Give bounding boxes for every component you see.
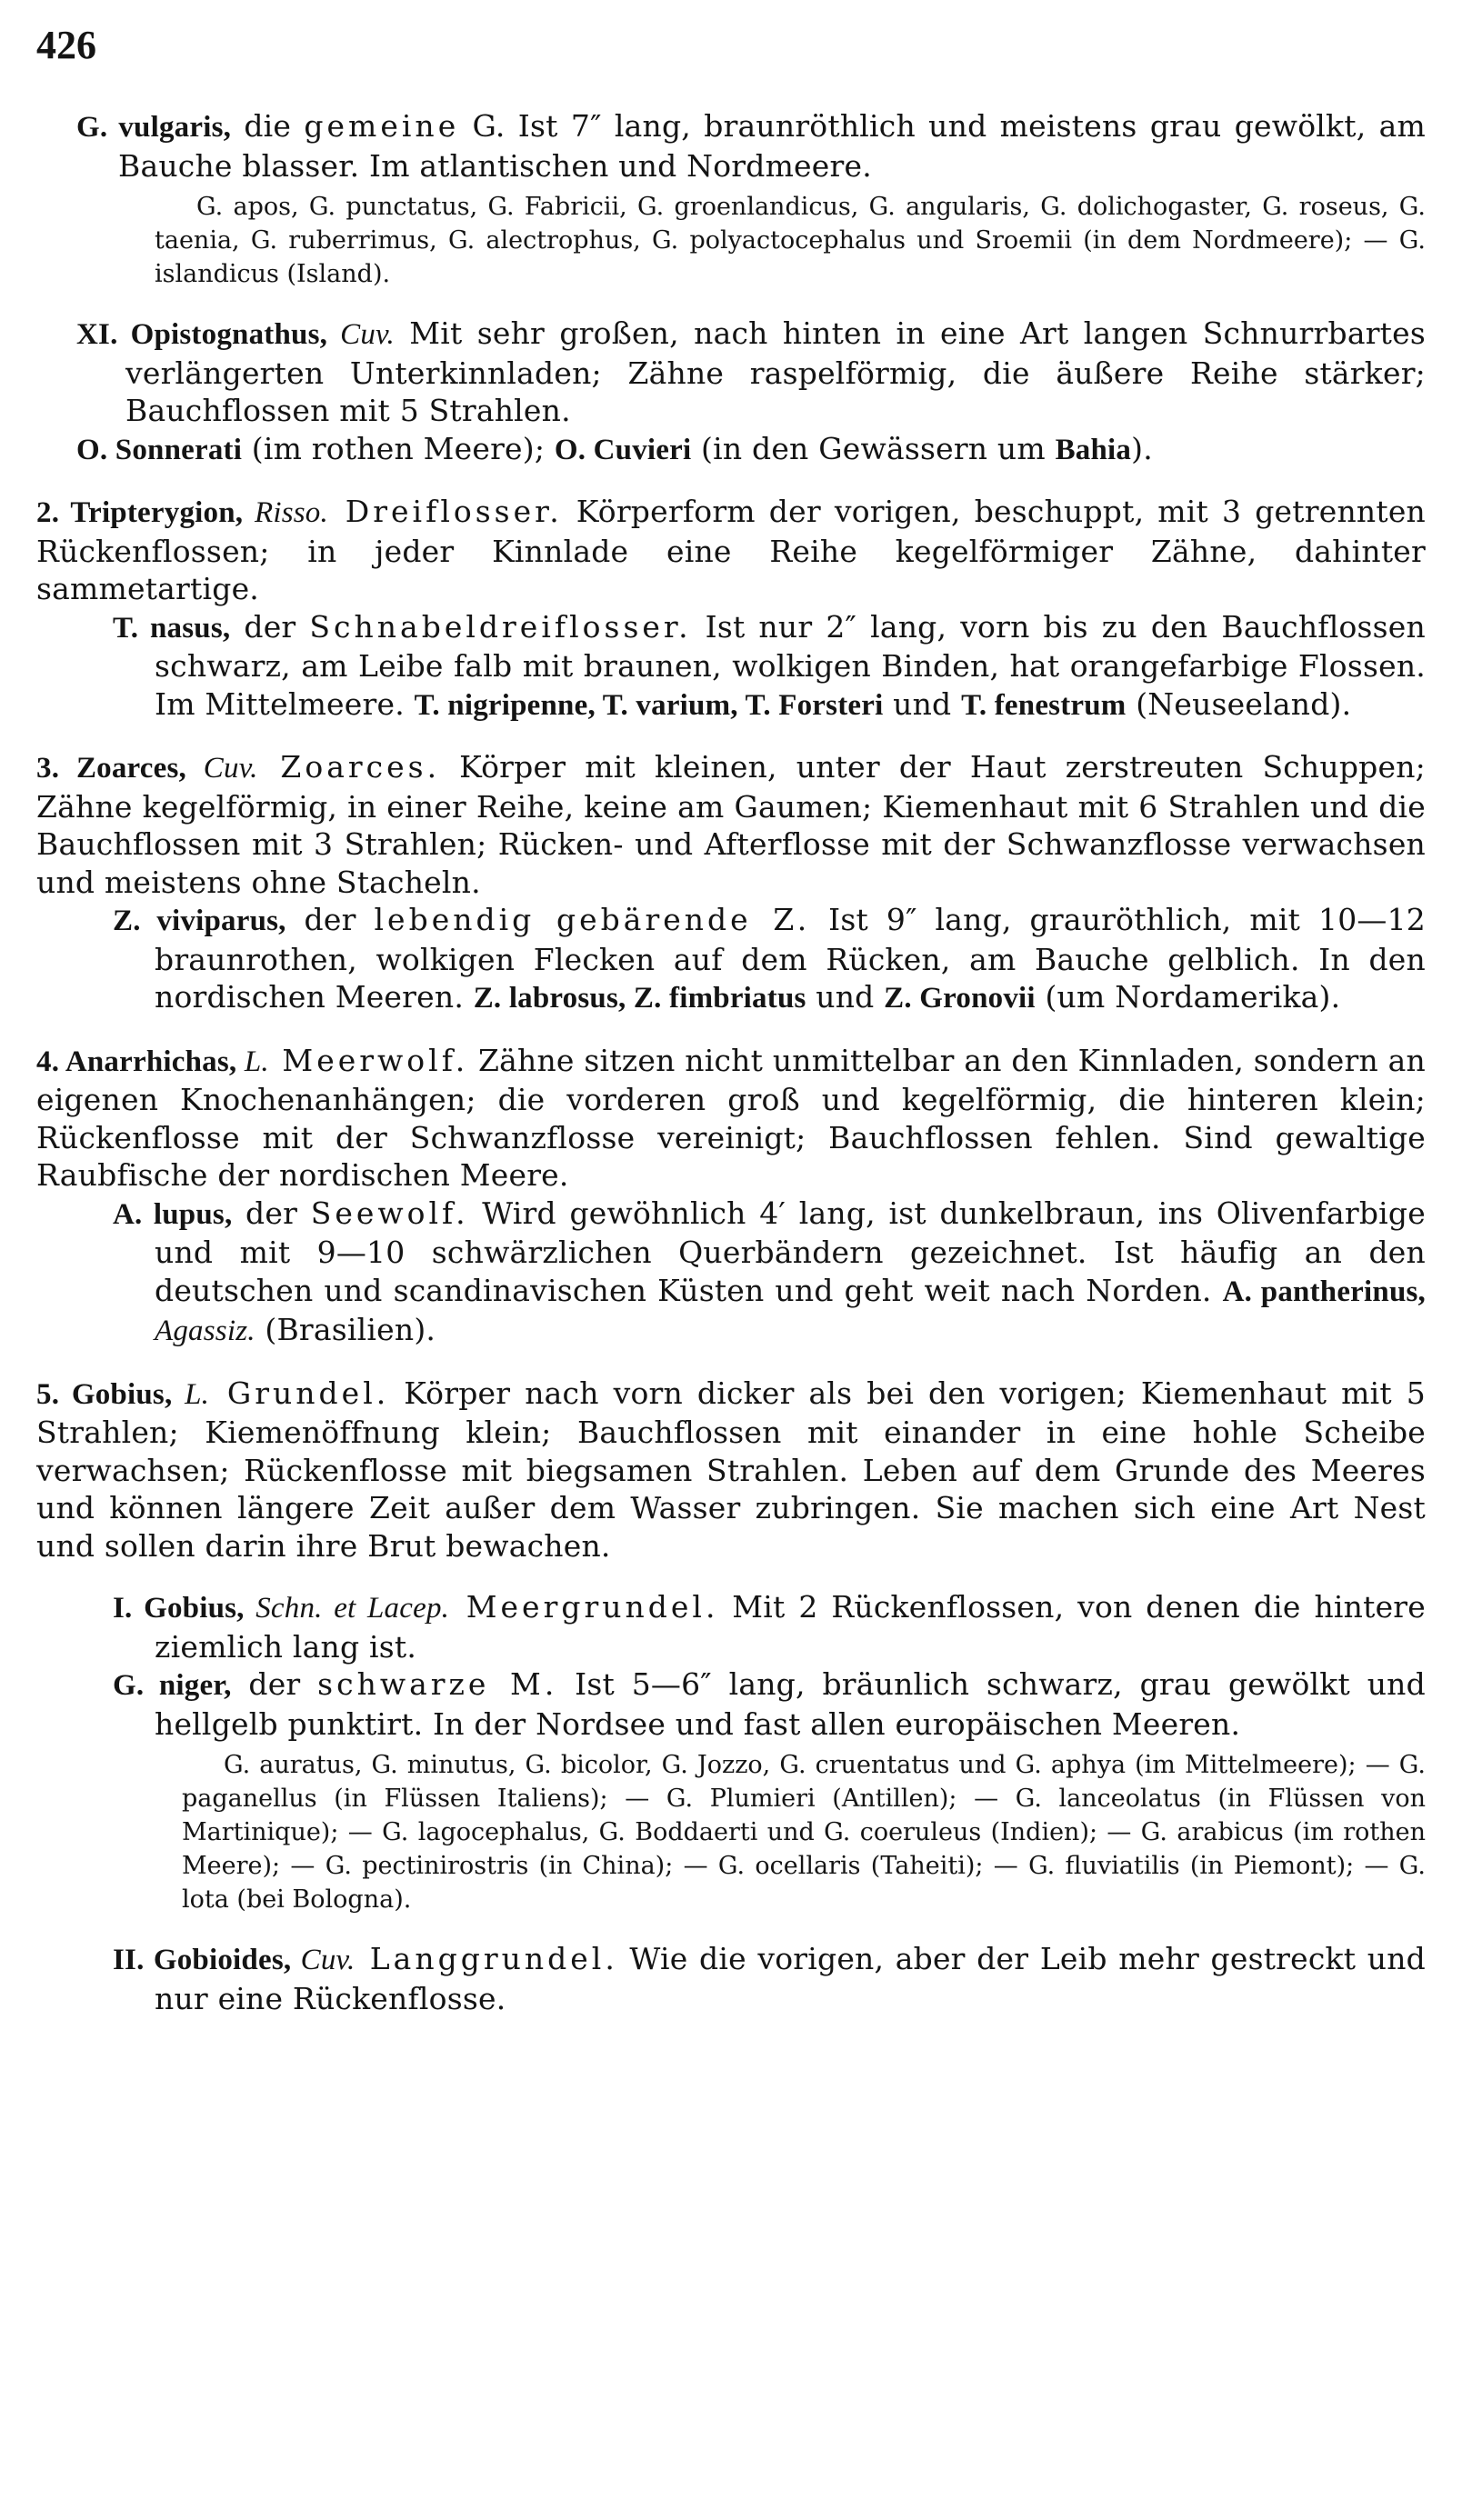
species-name: Z. viviparus, [113, 905, 286, 937]
genus-name: 4. Anarrhichas, [36, 1045, 237, 1078]
genus-name: 5. Gobius, [36, 1377, 173, 1411]
species-name: A. lupus, [113, 1197, 233, 1231]
author: Cuv. [291, 1944, 355, 1976]
genus-gobius: 5. Gobius, L. Grundel. Körper nach vorn dicker als bei den vorigen; Kiemenhaut mit 5 Strahlen; Kiemenöffnung klein; Bauchflossen mit einander in eine hohle Scheibe verwachsen; Rückenflosse mit biegsamen Strahlen. Leben auf dem Grunde des Meeres und können längere Zeit außer dem Wasser zubringen. Sie machen sich eine Art Nest und sollen darin ihre Brut bewachen. [36, 1375, 1426, 1564]
genus-opistognathus: XI. Opistognathus, Cuv. Mit sehr großen, nach hinten in eine Art langen Schnurrbartes verlängerten Unterkinnladen; Zähne raspelförmig, die äußere Reihe stärker; Bauchflossen mit 5 Strahlen. [76, 315, 1427, 428]
author: L. [172, 1377, 210, 1411]
genus-name: XI. Opistognathus, [76, 318, 328, 351]
author: Risso. [243, 496, 328, 529]
common-name: Grundel. [209, 1375, 390, 1411]
common-name: Seewolf. [310, 1195, 469, 1231]
genus-anarrhichas: 4. Anarrhichas, L. Meerwolf. Zähne sitzen nicht unmittelbar an den Kinnladen, sondern an eigenen Knochenanhängen; die vorderen groß und kegelförmig, die hinteren klein; Rückenflosse mit der Schwanzflosse vereinigt; Bauchflossen fehlen. Sind gewaltige Raubfische der nordischen Meere. [36, 1042, 1426, 1193]
common-name: Schnabeldreiflosser. [309, 608, 692, 645]
genus-zoarces: 3. Zoarces, Cuv. Zoarces. Körper mit kleinen, unter der Haut zerstreuten Schuppen; Zähne kegelförmig, in einer Reihe, keine am Gaumen; Kiemenhaut mit 6 Strahlen und die Bauchflossen mit 3 Strahlen; Rücken- und Afterflosse mit der Schwanzflosse verwachsen und meistens ohne Stacheln. [36, 749, 1426, 900]
common-name: schwarze M. [317, 1666, 558, 1702]
species-name: T. nasus, [113, 611, 231, 645]
species-a-lupus: A. lupus, der Seewolf. Wird gewöhnlich 4′ lang, ist dunkelbraun, ins Olivenfarbige und mit 9—10 schwärzlichen Querbändern gezeichnet. Ist häufig an den deutschen und scandinavischen Küsten und geht weit nach Norden. A. pantherinus, Agassiz. (Brasilien). [113, 1195, 1426, 1347]
genus-name: I. Gobius, [113, 1592, 245, 1625]
subgenus-gobius: I. Gobius, Schn. et Lacep. Meergrundel. Mit 2 Rückenflossen, von denen die hintere ziemlich lang ist. [113, 1589, 1427, 1665]
species-t-nasus: T. nasus, der Schnabeldreiflosser. Ist nur 2″ lang, vorn bis zu den Bauchflossen schwarz, am Leibe falb mit braunen, wolkigen Binden, hat orangefarbige Flossen. Im Mittelmeere. T. nigripenne, T. varium, T. Forsteri und T. fenestrum (Neuseeland). [113, 608, 1426, 722]
genus-name: II. Gobioides, [113, 1944, 292, 1976]
author: Schn. et Lacep. [244, 1592, 450, 1625]
subgenus-gobioides: II. Gobioides, Cuv. Langgrundel. Wie die vorigen, aber der Leib mehr gestreckt und nur eine Rückenflosse. [113, 1941, 1426, 2016]
common-name: Zoarces. [257, 749, 441, 785]
species-g-vulgaris: G. vulgaris, die gemeine G. Ist 7″ lang, braunröthlich und meistens grau gewölkt, am Bauche blasser. Im atlantischen und Nordmeere. [76, 108, 1427, 184]
common-name: gemeine [304, 108, 460, 144]
author: L. [236, 1045, 269, 1078]
common-name: lebendig gebärende Z. [374, 902, 811, 937]
common-name: Dreiflosser. [327, 494, 563, 529]
common-name: Meergrundel. [449, 1589, 719, 1625]
genus-tripterygion: 2. Tripterygion, Risso. Dreiflosser. Körperform der vorigen, beschuppt, mit 3 getrennten Rückenflossen; in jeder Kinnlade eine Reihe kegelförmiger Zähne, dahinter sammetartige. [36, 494, 1426, 606]
species-name: G. vulgaris, [76, 111, 232, 144]
page-number: 426 [36, 23, 96, 67]
species-list-small: G. apos, G. punctatus, G. Fabricii, G. groenlandicus, G. angularis, G. dolichogaster, G. roseus, G. taenia, G. ruberrimus, G. alectrophus, G. polyactocephalus und Sroemii (in dem Nordmeere); — G. islandicus (Island). [155, 193, 1426, 288]
common-name: Langgrundel. [355, 1941, 618, 1976]
author: Cuv. [327, 318, 395, 351]
species-name: G. niger, [113, 1669, 232, 1702]
species-z-viviparus: Z. viviparus, der lebendig gebärende Z. Ist 9″ lang, grauröthlich, mit 10—12 braunrothen, wolkigen Flecken auf dem Rücken, am Bauche gelblich. In den nordischen Meeren. Z. labrosus, Z. fimbriatus und Z. Gronovii (um Nordamerika). [113, 902, 1426, 1015]
species-g-niger: G. niger, der schwarze M. Ist 5—6″ lang, bräunlich schwarz, grau gewölkt und hellgelb punktirt. In der Nordsee und fast allen europäischen Meeren. [113, 1666, 1426, 1742]
genus-name: 2. Tripterygion, [36, 496, 244, 529]
species-list-small: G. auratus, G. minutus, G. bicolor, G. Jozzo, G. cruentatus und G. aphya (im Mittelmeere); — G. paganellus (in Flüssen Italiens); — G. Plumieri (Antillen); — G. lanceolatus (in Flüssen von Martinique); — G. lagocephalus, G. Boddaerti und G. coeruleus (Indien); — G. arabicus (im rothen Meere); — G. pectinirostris (in China); — G. ocellaris (Taheiti); — G. fluviatilis (in Piemont); — G. lota (bei Bologna). [182, 1751, 1426, 1914]
genus-name: 3. Zoarces, [36, 752, 186, 785]
species-opistognathus: O. Sonnerati (im rothen Meere); O. Cuvieri (in den Gewässern um Bahia). [76, 430, 1153, 466]
common-name: Meerwolf. [268, 1042, 469, 1078]
author: Cuv. [186, 752, 258, 785]
